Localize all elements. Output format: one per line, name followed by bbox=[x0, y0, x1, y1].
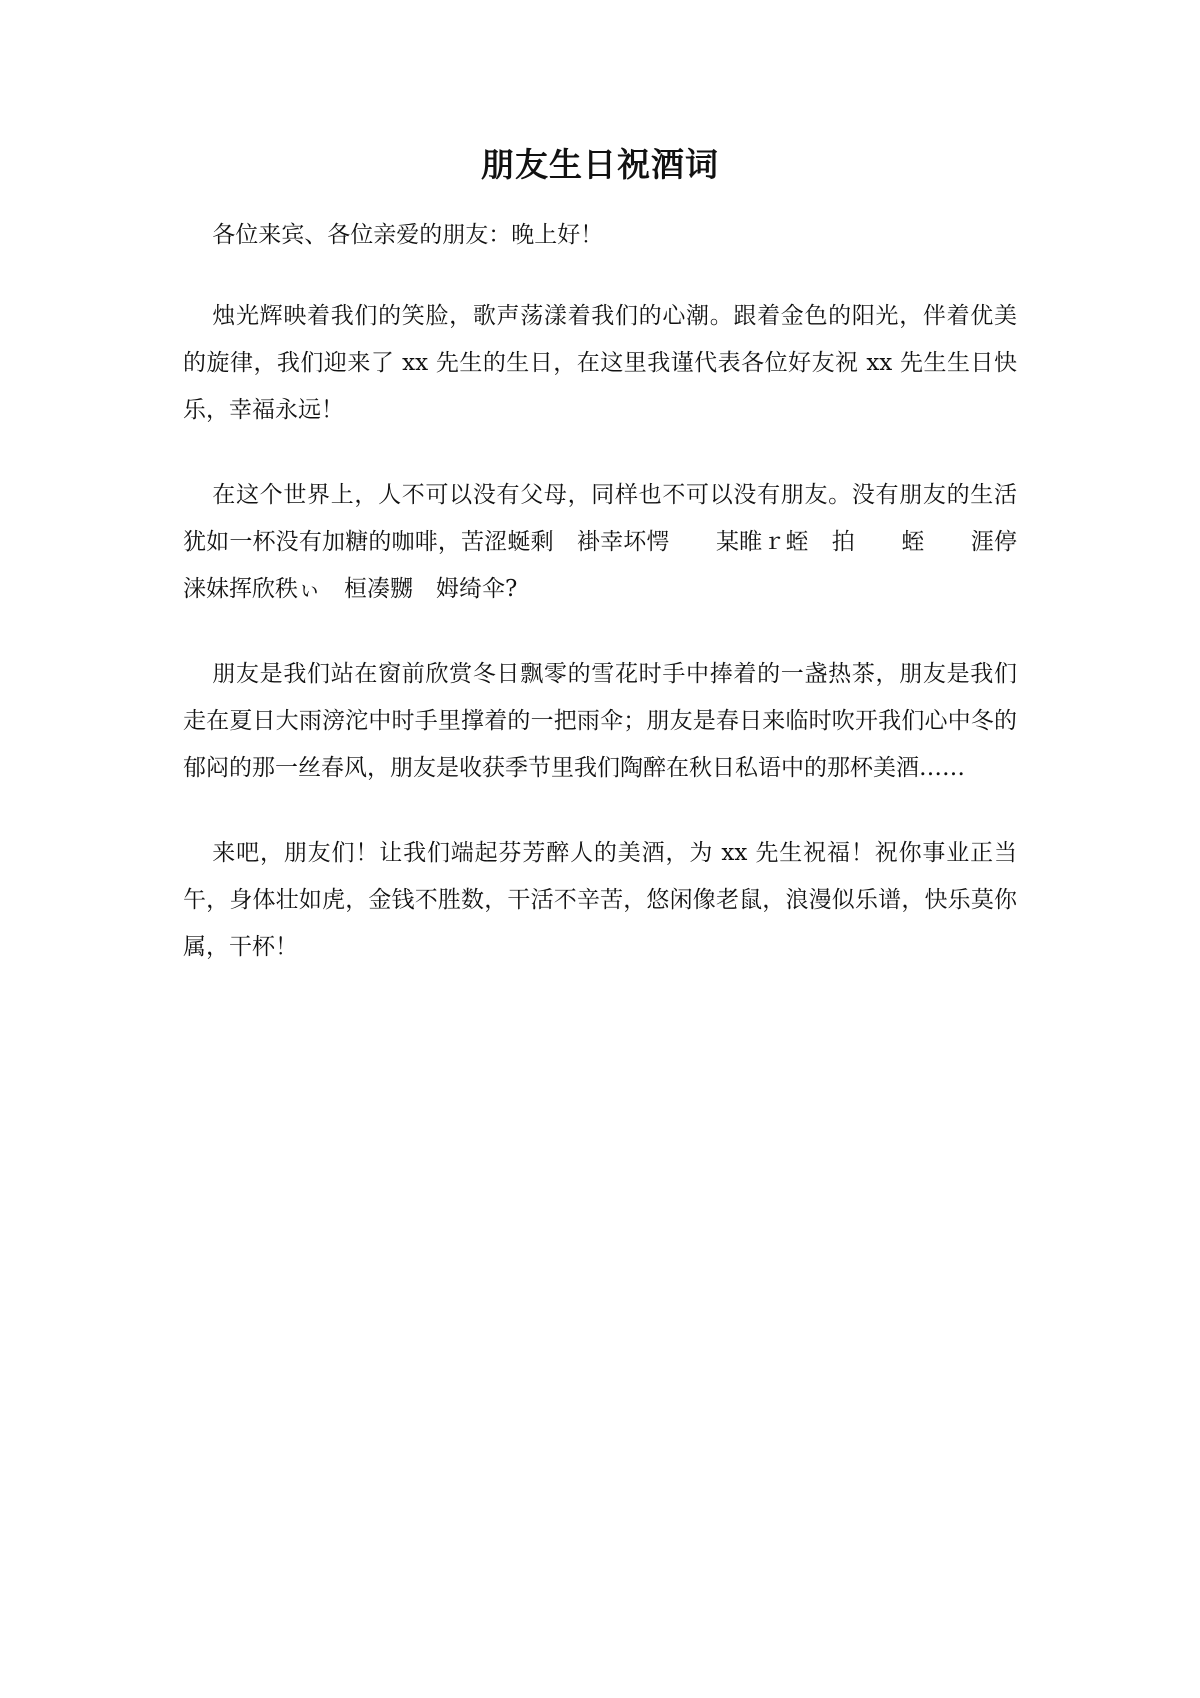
friendship-paragraph: 在这个世界上，人不可以没有父母，同样也不可以没有朋友。没有朋友的生活犹如一杯没有加糖的咖啡，苦涩蜒剩 褂幸坏愕 某睢ｒ蛭 拍 蛭 涯停 涞妹挥欣秩ぃ 桓凑嬲 姆绮伞? bbox=[183, 482, 1132, 602]
greeting-paragraph: 各位来宾、各位亲爱的朋友：晚上好！ bbox=[212, 222, 604, 248]
document-title: 朋友生日祝酒词 bbox=[481, 145, 719, 184]
toast-paragraph: 来吧，朋友们！让我们端起芬芳醉人的美酒，为 xx 先生祝福！祝你事业正当午，身体壮如虎，金钱不胜数，干活不辛苦，悠闲像老鼠，浪漫似乐谱，快乐莫你属，干杯！ bbox=[183, 840, 1017, 960]
document-body bbox=[183, 212, 1132, 1009]
candlelight-paragraph: 烛光辉映着我们的笑脸，歌声荡漾着我们的心潮。跟着金色的阳光，伴着优美的旋律，我们迎来了 xx 先生的生日，在这里我谨代表各位好友祝 xx 先生生日快乐，幸福永远！ bbox=[183, 303, 1017, 423]
friend-metaphor-paragraph: 朋友是我们站在窗前欣赏冬日飘零的雪花时手中捧着的一盏热茶，朋友是我们走在夏日大雨滂沱中时手里撑着的一把雨伞；朋友是春日来临时吹开我们心中冬的郁闷的那一丝春风，朋友是收获季节里我们陶醉在秋日私语中的那杯美酒…… bbox=[183, 661, 1017, 781]
